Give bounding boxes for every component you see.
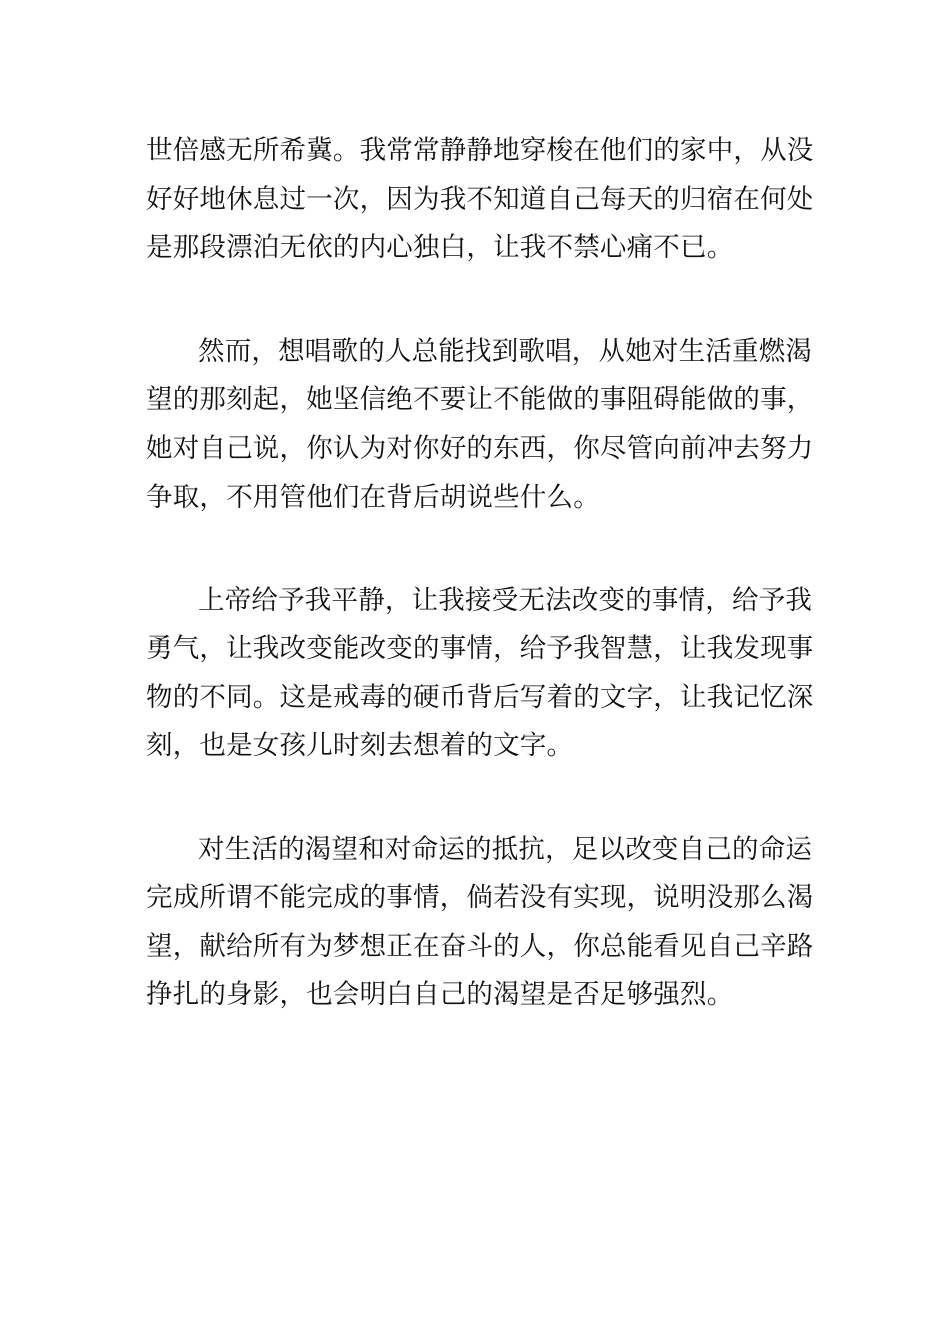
paragraph-3-line-4: 刻，也是女孩儿时刻去想着的文字。 (146, 730, 574, 761)
paragraph-2-line-4: 争取，不用管他们在背后胡说些什么。 (146, 482, 600, 513)
paragraph-2-line-2: 望的那刻起，她坚信绝不要让不能做的事阻碍能做的事， (146, 384, 814, 415)
paragraph-3-line-2: 勇气，让我改变能改变的事情，给予我智慧，让我发现事 (146, 633, 814, 664)
paragraph-4-line-3: 望，献给所有为梦想正在奋斗的人，你总能看见自己辛路 (146, 931, 814, 962)
paragraph-1-line-2: 好好地休息过一次，因为我不知道自己每天的归宿在何处 (146, 184, 814, 215)
paragraph-4-line-1: 对生活的渴望和对命运的抵抗，足以改变自己的命运 (198, 834, 813, 865)
paragraph-2-line-3: 她对自己说，你认为对你好的东西，你尽管向前冲去努力 (146, 433, 814, 464)
paragraph-2-line-1: 然而，想唱歌的人总能找到歌唱，从她对生活重燃渴 (198, 336, 813, 367)
paragraph-1-line-1: 世倍感无所希冀。我常常静静地穿梭在他们的家中，从没 (146, 135, 814, 166)
paragraph-1-line-3: 是那段漂泊无依的内心独白，让我不禁心痛不已。 (146, 232, 734, 263)
paragraph-3-line-1: 上帝给予我平静，让我接受无法改变的事情，给予我 (198, 585, 813, 616)
paragraph-3-line-3: 物的不同。这是戒毒的硬币背后写着的文字，让我记忆深 (146, 682, 814, 713)
paragraph-4-line-4: 挣扎的身影，也会明白自己的渴望是否足够强烈。 (146, 979, 734, 1010)
paragraph-4-line-2: 完成所谓不能完成的事情，倘若没有实现，说明没那么渴 (146, 882, 814, 913)
